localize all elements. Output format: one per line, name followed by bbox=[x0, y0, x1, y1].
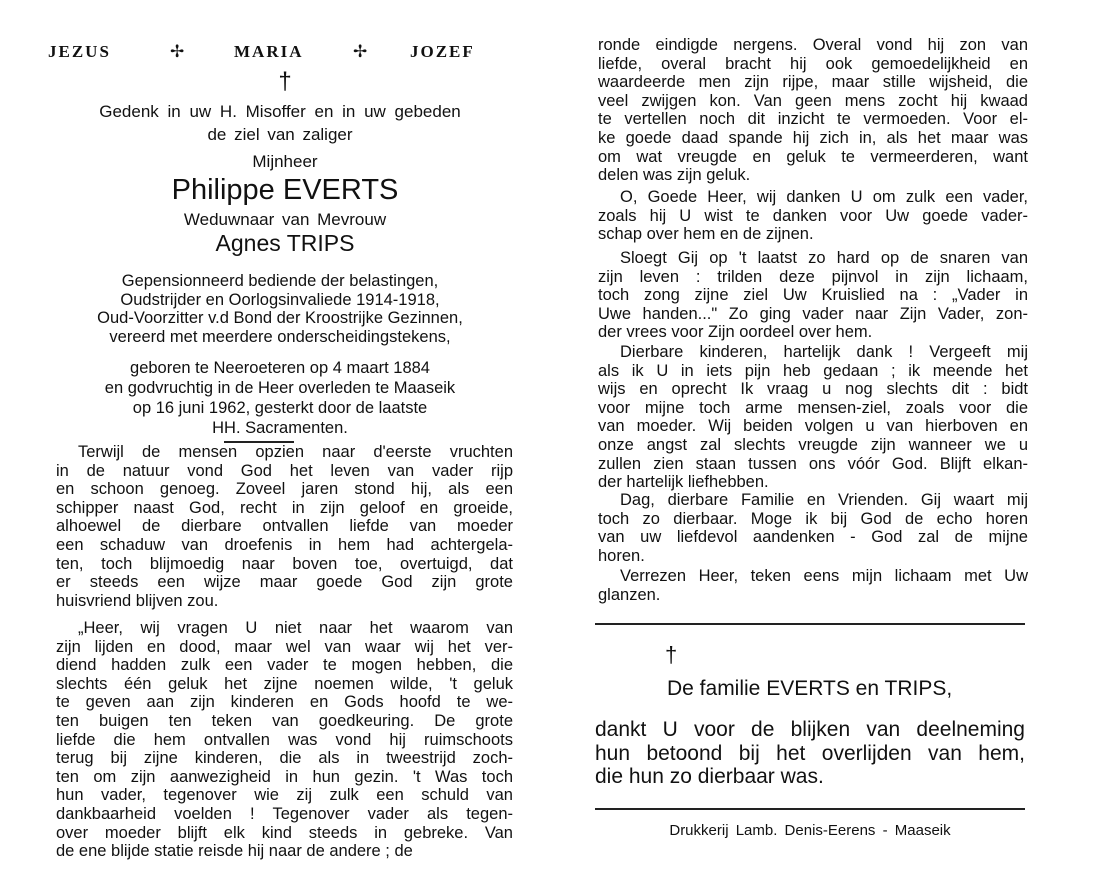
text-line: Terwijl de mensen opzien naar d'eerste vruchten bbox=[78, 443, 513, 461]
text-line: liefde, overal bracht hij ook gemoedelijkheid en bbox=[598, 54, 1028, 73]
cross-icon: † bbox=[278, 68, 292, 95]
spouse-name: Agnes TRIPS bbox=[215, 230, 355, 256]
text-line: onze angst zal slechts vreugde zijn wanneer we u bbox=[598, 435, 1028, 454]
paragraph bbox=[56, 443, 513, 610]
text-line: der vrees voor Zijn oordeel over hem. bbox=[598, 323, 873, 342]
paragraph bbox=[598, 343, 1028, 492]
paragraph bbox=[598, 491, 1028, 565]
title: Mijnheer bbox=[252, 152, 318, 171]
invocation-line bbox=[48, 42, 478, 64]
text-line: zijn leven : trilden deze pijnvol in zijn lichaam, bbox=[598, 267, 1028, 286]
text-line: der hartelijk liefhebben. bbox=[598, 473, 769, 492]
text-line: zoals hij U wist te danken voor Uw goede vader- bbox=[598, 206, 1028, 225]
text-line: er steeds een wijze maar goede God zijn grote bbox=[56, 573, 513, 592]
text-line: en godvruchtig in de Heer overleden te Maaseik bbox=[104, 379, 456, 397]
thanks-text bbox=[595, 718, 1025, 789]
relation: Weduwnaar van Mevrouw bbox=[183, 210, 387, 229]
small-cross-icon: ✢ bbox=[170, 42, 187, 61]
text-line: waardeerde men zijn rijpe, maar stille wijsheid, die bbox=[598, 73, 1028, 92]
text-line: glanzen. bbox=[598, 585, 661, 604]
dates bbox=[40, 358, 520, 438]
invocation-jezus: JEZUS bbox=[48, 42, 111, 61]
text-line: hun betoond bij het overlijden van hem, bbox=[595, 741, 1025, 765]
paragraph bbox=[598, 36, 1028, 185]
family-heading: De familie EVERTS en TRIPS, bbox=[667, 677, 953, 700]
text-line: geboren te Neeroeteren op 4 maart 1884 bbox=[130, 359, 430, 377]
text-line: ronde eindigde nergens. Overal vond hij zon van bbox=[598, 36, 1028, 54]
text-line: delen was zijn geluk. bbox=[598, 166, 751, 185]
text-line: voor mijne toch arme mensen-ziel, zoals voor die bbox=[598, 398, 1028, 417]
intro bbox=[40, 100, 520, 146]
text-line: slechts één geluk het zijne noemen wilde, 't geluk bbox=[56, 674, 513, 693]
text-line: HH. Sacramenten. bbox=[212, 419, 348, 437]
text-line: veel zwijgen kon. Van geen mens zocht hij kwaad bbox=[598, 91, 1028, 110]
invocation-maria: MARIA bbox=[234, 42, 304, 61]
text-line: Sloegt Gij op 't laatst zo hard op de snaren van bbox=[620, 249, 1028, 267]
intro-line: Gedenk in uw H. Misoffer en in uw gebeden bbox=[99, 102, 461, 121]
text-line: als ik U in iets pijn heb gedaan ; ik meende het bbox=[598, 361, 1028, 380]
paragraph bbox=[598, 567, 1028, 604]
text-line: te geven aan zijn kinderen en Gods hoofd te we- bbox=[56, 693, 513, 712]
text-line: dankbaarheid voelden ! Tegenover vader als tegen- bbox=[56, 804, 513, 823]
text-line: hun vader, tegenover wie zij zulk een schuld van bbox=[56, 786, 513, 805]
divider bbox=[595, 623, 1025, 625]
paragraph bbox=[598, 188, 1028, 244]
text-line: ten buigen ten teken van goedkeuring. De grote bbox=[56, 711, 513, 730]
text-line: over moeder blijft elk kind steeds in gebreke. Van bbox=[56, 823, 513, 842]
text-line: alhoewel de dierbare ontvallen liefde van moeder bbox=[56, 517, 513, 536]
text-line: Verrezen Heer, teken eens mijn lichaam met Uw bbox=[620, 567, 1028, 585]
text-line: toch zong zijne ziel Uw Kruislied na : „Vader in bbox=[598, 286, 1028, 305]
text-line: schipper naast God, recht in zijn geloof en groeide, bbox=[56, 498, 513, 517]
intro-line: de ziel van zaliger bbox=[207, 125, 353, 144]
text-line: zijn lijden en dood, maar wel van waar wij het ver- bbox=[56, 637, 513, 656]
honours bbox=[40, 272, 520, 346]
text-line: van moeder. Wij beiden volgen u van hierboven en bbox=[598, 417, 1028, 436]
text-line: ten om zijn aanwezigheid in hun gezin. 't Was toch bbox=[56, 767, 513, 786]
text-line: vereerd met meerdere onderscheidingstekens, bbox=[109, 327, 451, 346]
text-line: ten, toch blijmoedig naar boven toe, overtuigd, dat bbox=[56, 554, 513, 573]
text-line: „Heer, wij vragen U niet naar het waarom van bbox=[78, 619, 513, 637]
text-line: diend hadden zulk een vader te mogen hebben, die bbox=[56, 656, 513, 675]
text-line: huisvriend blijven zou. bbox=[56, 591, 219, 610]
text-line: Oudstrijder en Oorlogsinvaliede 1914-1918, bbox=[120, 290, 440, 309]
text-line: schap over hem en de zijnen. bbox=[598, 225, 814, 244]
text-line: wijs en oprecht Ik vraag u nog slechts dit : bidt bbox=[598, 380, 1028, 399]
text-line: Dag, dierbare Familie en Vrienden. Gij waart mij bbox=[620, 491, 1028, 509]
text-line: om wat vreugde en geluk te vermeerderen, want bbox=[598, 147, 1028, 166]
text-line: Oud-Voorzitter v.d Bond der Kroostrijke Gezinnen, bbox=[97, 309, 463, 327]
text-line: liefde die hem ontvallen was vond hij ruimschoots bbox=[56, 730, 513, 749]
text-line: van uw liefdevol aandenken - God zal de mijne bbox=[598, 528, 1028, 547]
text-line: Dierbare kinderen, hartelijk dank ! Vergeeft mij bbox=[620, 343, 1028, 361]
text-line: in de natuur vond God het leven van vader rijp bbox=[56, 461, 513, 480]
text-line: Uwe handen..." Zo ging vader naar Zijn Vader, zon- bbox=[598, 304, 1028, 323]
text-line: te vertellen noch dit inzicht te vermoeden. Voor el- bbox=[598, 110, 1028, 129]
small-cross-icon: ✢ bbox=[353, 42, 370, 61]
text-line: een schaduw van droefenis in hem had achtergela- bbox=[56, 535, 513, 554]
divider bbox=[595, 808, 1025, 810]
text-line: horen. bbox=[598, 546, 645, 565]
text-line: en schoon genoeg. Zoveel jaren stond hij, als een bbox=[56, 480, 513, 499]
text-line: op 16 juni 1962, gesterkt door de laatste bbox=[132, 399, 428, 417]
printer-credit: Drukkerij Lamb. Denis-Eerens - Maaseik bbox=[669, 822, 951, 839]
text-line: die hun zo dierbaar was. bbox=[595, 765, 824, 788]
text-line: Gepensionneerd bediende der belastingen, bbox=[121, 272, 439, 290]
paragraph bbox=[598, 249, 1028, 342]
invocation-jozef: JOZEF bbox=[410, 42, 475, 61]
text-line: de ene blijde statie reisde hij naar de andere ; de bbox=[56, 842, 413, 861]
deceased-name: Philippe EVERTS bbox=[171, 174, 399, 206]
text-line: O, Goede Heer, wij danken U om zulk een vader, bbox=[620, 188, 1028, 206]
paragraph bbox=[56, 619, 513, 861]
text-line: toch zo dierbaar. Moge ik bij God de echo horen bbox=[598, 509, 1028, 528]
text-line: zullen zien staan tussen ons vóór God. Blijft elkan- bbox=[598, 454, 1028, 473]
cross-icon: † bbox=[665, 642, 678, 667]
text-line: ke goede daad spande hij zich in, als het maar was bbox=[598, 128, 1028, 147]
text-line: dankt U voor de blijken van deelneming bbox=[595, 718, 1025, 741]
text-line: terug bij zijne kinderen, die als in tweestrijd zoch- bbox=[56, 749, 513, 768]
